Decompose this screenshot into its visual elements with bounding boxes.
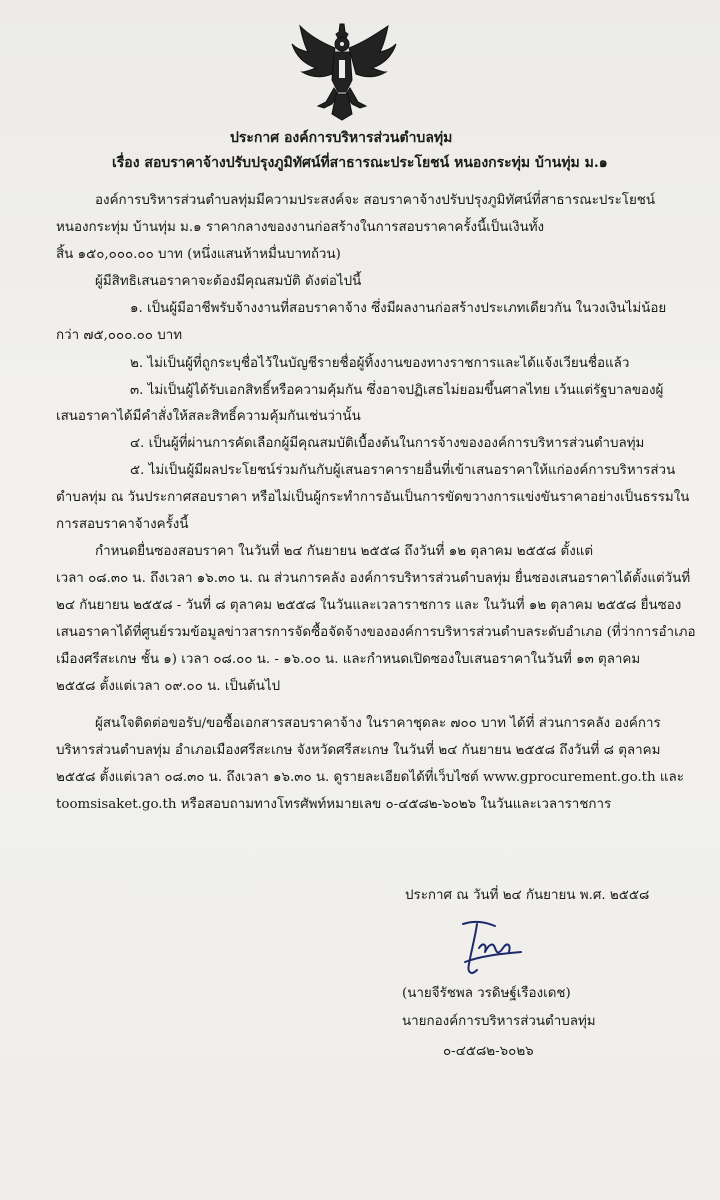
schedule-line-1: กำหนดยื่นซองสอบราคา ในวันที่ ๒๔ กันยายน ๒๕๕๘ ถึงวันที่ ๑๒ ตุลาคม ๒๕๕๘ ตั้งแต่: [95, 544, 594, 559]
qualification-5-line-1: ๕. ไม่เป็นผู้มีผลประโยชน์ร่วมกันกับผู้เสนอราคารายอื่นที่เข้าเสนอราคาให้แก่องค์การบริหารส่วน: [130, 463, 676, 478]
qualification-1-line-1: ๑. เป็นผู้มีอาชีพรับจ้างงานที่สอบราคาจ้าง ซึ่งมีผลงานก่อสร้างประเภทเดียวกัน ในวงเงินไม่น้อย: [130, 301, 667, 316]
qualification-4: ๔. เป็นผู้ที่ผ่านการคัดเลือกผู้มีคุณสมบัติเบื้องต้นในการจ้างขององค์การบริหารส่วนตำบลทุ่ม: [130, 436, 645, 451]
signer-phone: ๐-๔๕๘๒-๖๐๒๖: [443, 1044, 534, 1059]
signer-name: (นายจีรัชพล วรดิษฐ์เรืองเดช): [402, 986, 571, 1001]
qualification-5-line-2: ตำบลทุ่ม ณ วันประกาศสอบราคา หรือไม่เป็นผู้กระทำการอันเป็นการขัดขวางการแข่งขันราคาอย่างเป็นธรรมใน: [56, 490, 690, 505]
qualification-5-line-3: การสอบราคาจ้างครั้งนี้: [56, 517, 189, 532]
garuda-emblem-icon: [290, 22, 398, 122]
qualification-2: ๒. ไม่เป็นผู้ที่ถูกระบุชื่อไว้ในบัญชีรายชื่อผู้ทิ้งงานของทางราชการและได้แจ้งเวียนชื่อแล้ว: [130, 356, 630, 371]
schedule-line-4: เสนอราคาได้ที่ศูนย์รวมข้อมูลข่าวสารการจัดซื้อจัดจ้างขององค์การบริหารส่วนตำบลระดับอำเภอ (ที่ว่าการอำเภอ: [56, 625, 696, 640]
purchase-line-2: บริหารส่วนตำบลทุ่ม อำเภอเมืองศรีสะเกษ จังหวัดศรีสะเกษ ในวันที่ ๒๔ กันยายน ๒๕๕๘ ถึงวันที่ ๘ ตุลาคม: [56, 743, 661, 758]
announcement-title: ประกาศ องค์การบริหารส่วนตำบลทุ่ม: [230, 130, 453, 146]
announcement-date: ประกาศ ณ วันที่ ๒๔ กันยายน พ.ศ. ๒๕๕๘: [405, 888, 650, 903]
intro-line-3: สิ้น ๑๕๐,๐๐๐.๐๐ บาท (หนึ่งแสนห้าหมื่นบาทถ้วน): [56, 247, 341, 262]
schedule-line-3: ๒๔ กันยายน ๒๕๕๘ - วันที่ ๘ ตุลาคม ๒๕๕๘ ในวันและเวลาราชการ และ ในวันที่ ๑๒ ตุลาคม ๒๕๕๘ ยื่นซอง: [56, 598, 682, 613]
qualification-3-line-2: เสนอราคาได้มีคำสั่งให้สละสิทธิ์ความคุ้มกันเช่นว่านั้น: [56, 409, 361, 424]
announcement-subject: เรื่อง สอบราคาจ้างปรับปรุงภูมิทัศน์ที่สาธารณะประโยชน์ หนองกระทุ่ม บ้านทุ่ม ม.๑: [112, 155, 608, 171]
signer-position: นายกองค์การบริหารส่วนตำบลทุ่ม: [402, 1014, 596, 1029]
intro-line-1: องค์การบริหารส่วนตำบลทุ่มมีความประสงค์จะ สอบราคาจ้างปรับปรุงภูมิทัศน์ที่สาธารณะประโยชน์: [95, 193, 656, 208]
schedule-line-6: ๒๕๕๘ ตั้งแต่เวลา ๐๙.๐๐ น. เป็นต้นไป: [56, 679, 281, 694]
signature-icon: [455, 918, 530, 980]
qualifications-heading: ผู้มีสิทธิเสนอราคาจะต้องมีคุณสมบัติ ดังต่อไปนี้: [95, 274, 362, 289]
purchase-line-1: ผู้สนใจติดต่อขอรับ/ขอซื้อเอกสารสอบราคาจ้าง ในราคาชุดละ ๗๐๐ บาท ได้ที่ ส่วนการคลัง องค์การ: [95, 716, 661, 731]
intro-line-2: หนองกระทุ่ม บ้านทุ่ม ม.๑ ราคากลางของงานก่อสร้างในการสอบราคาครั้งนี้เป็นเงินทั้ง: [56, 220, 545, 235]
purchase-line-4: toomsisaket.go.th หรือสอบถามทางโทรศัพท์หมายเลข ๐-๔๕๘๒-๖๐๒๖ ในวันและเวลาราชการ: [56, 797, 612, 812]
purchase-line-3: ๒๕๕๘ ตั้งแต่เวลา ๐๘.๓๐ น. ถึงเวลา ๑๖.๓๐ น. ดูรายละเอียดได้ที่เว็บไซต์ www.gprocurement.go.th และ: [56, 770, 684, 785]
qualification-1-line-2: กว่า ๗๕,๐๐๐.๐๐ บาท: [56, 328, 183, 343]
schedule-line-2: เวลา ๐๘.๓๐ น. ถึงเวลา ๑๖.๓๐ น. ณ ส่วนการคลัง องค์การบริหารส่วนตำบลทุ่ม ยื่นซองเสนอราคาได้ตั้งแต่วันที่: [56, 571, 691, 586]
qualification-3-line-1: ๓. ไม่เป็นผู้ได้รับเอกสิทธิ์หรือความคุ้มกัน ซึ่งอาจปฏิเสธไม่ยอมขึ้นศาลไทย เว้นแต่รัฐบาลของผู้: [130, 383, 664, 398]
schedule-line-5: เมืองศรีสะเกษ ชั้น ๑) เวลา ๐๘.๐๐ น. - ๑๖.๐๐ น. และกำหนดเปิดซองใบเสนอราคาในวันที่ ๑๓ ตุลาคม: [56, 652, 641, 667]
